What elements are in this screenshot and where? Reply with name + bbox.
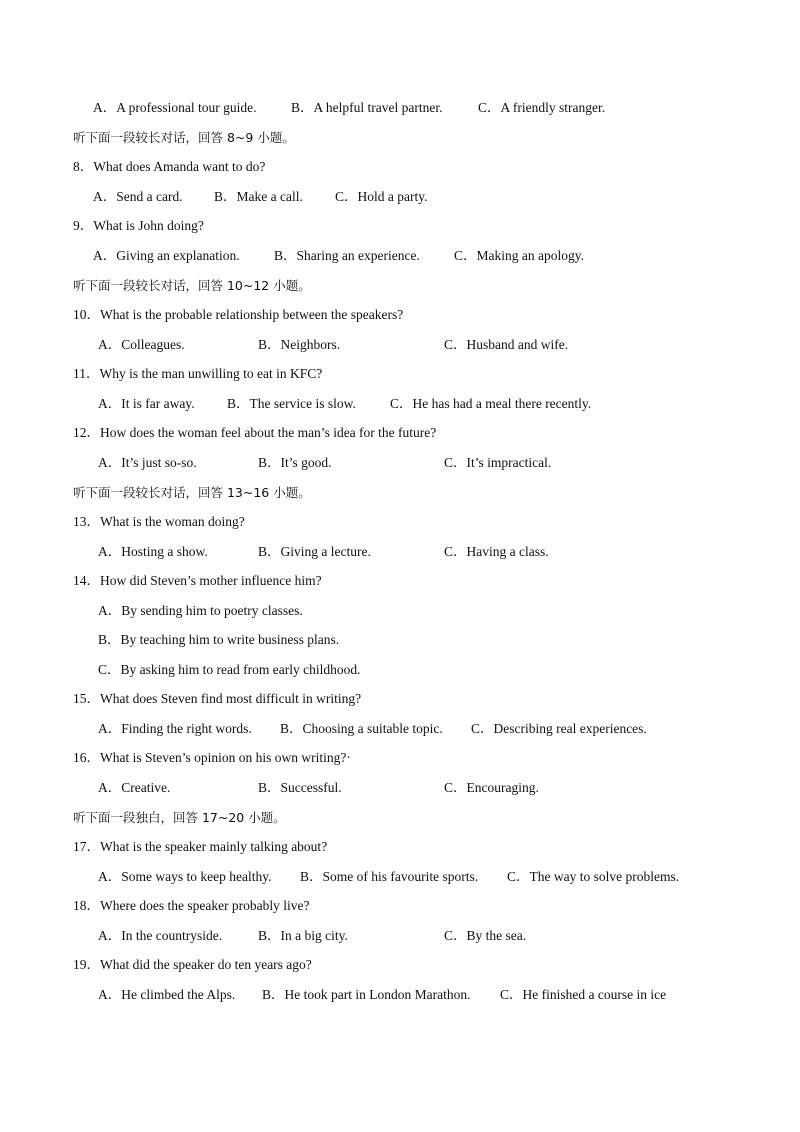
option-a: A．Giving an explanation. bbox=[93, 248, 240, 263]
option-a: A．Some ways to keep healthy. bbox=[98, 869, 272, 884]
option-b: B．It’s good. bbox=[258, 455, 332, 470]
section-instruction: 听下面一段较长对话，回答 8~9 小题。 bbox=[73, 130, 295, 145]
option-a: A．Hosting a show. bbox=[98, 544, 208, 559]
question-10: 10．What is the probable relationship between the speakers? bbox=[73, 307, 404, 322]
option-a: A．He climbed the Alps. bbox=[98, 987, 236, 1002]
question-17: 17．What is the speaker mainly talking about? bbox=[73, 839, 328, 854]
option-c: C．It’s impractical. bbox=[444, 455, 552, 470]
option-b: B．By teaching him to write business plans. bbox=[98, 632, 340, 647]
option-b: B．Sharing an experience. bbox=[274, 248, 420, 263]
option-a: A．By sending him to poetry classes. bbox=[98, 603, 303, 618]
option-c: C．Husband and wife. bbox=[444, 337, 569, 352]
question-15: 15．What does Steven find most difficult in writing? bbox=[73, 691, 362, 706]
option-b: B．Successful. bbox=[258, 780, 342, 795]
option-a: A．It’s just so-so. bbox=[98, 455, 197, 470]
option-b: B．Neighbors. bbox=[258, 337, 341, 352]
question-19: 19．What did the speaker do ten years ago? bbox=[73, 957, 312, 972]
question-16: 16．What is Steven’s opinion on his own writing?· bbox=[73, 750, 351, 765]
question-11: 11．Why is the man unwilling to eat in KFC? bbox=[73, 366, 323, 381]
option-c: C．Hold a party. bbox=[335, 189, 428, 204]
option-c: C．He has had a meal there recently. bbox=[390, 396, 592, 411]
question-8: 8．What does Amanda want to do? bbox=[73, 159, 266, 174]
question-13: 13．What is the woman doing? bbox=[73, 514, 245, 529]
section-instruction: 听下面一段较长对话，回答 10~12 小题。 bbox=[73, 278, 311, 293]
option-c: C．The way to solve problems. bbox=[507, 869, 680, 884]
option-a: A．In the countryside. bbox=[98, 928, 223, 943]
option-b: B．Giving a lecture. bbox=[258, 544, 371, 559]
option-a: A．Colleagues. bbox=[98, 337, 185, 352]
option-a: A．Finding the right words. bbox=[98, 721, 252, 736]
option-c: C．A friendly stranger. bbox=[478, 100, 606, 115]
option-b: B．He took part in London Marathon. bbox=[262, 987, 471, 1002]
option-b: B．Make a call. bbox=[214, 189, 303, 204]
option-c: C．Describing real experiences. bbox=[471, 721, 647, 736]
section-instruction: 听下面一段独白，回答 17~20 小题。 bbox=[73, 810, 286, 825]
option-c: C．Having a class. bbox=[444, 544, 549, 559]
question-9: 9．What is John doing? bbox=[73, 218, 204, 233]
option-b: B．In a big city. bbox=[258, 928, 348, 943]
question-18: 18．Where does the speaker probably live? bbox=[73, 898, 310, 913]
option-c: C．Making an apology. bbox=[454, 248, 584, 263]
option-c: C．By the sea. bbox=[444, 928, 527, 943]
option-a: A．A professional tour guide. bbox=[93, 100, 257, 115]
option-a: A．Send a card. bbox=[93, 189, 183, 204]
option-c: C．By asking him to read from early childhood. bbox=[98, 662, 361, 677]
section-instruction: 听下面一段较长对话，回答 13~16 小题。 bbox=[73, 485, 311, 500]
option-b: B．A helpful travel partner. bbox=[291, 100, 443, 115]
question-12: 12．How does the woman feel about the man’s idea for the future? bbox=[73, 425, 437, 440]
option-a: A．It is far away. bbox=[98, 396, 195, 411]
option-c: C．He finished a course in ice bbox=[500, 987, 667, 1002]
option-a: A．Creative. bbox=[98, 780, 171, 795]
option-b: B．Choosing a suitable topic. bbox=[280, 721, 443, 736]
option-c: C．Encouraging. bbox=[444, 780, 539, 795]
question-14: 14．How did Steven’s mother influence him? bbox=[73, 573, 322, 588]
option-b: B．Some of his favourite sports. bbox=[300, 869, 479, 884]
option-b: B．The service is slow. bbox=[227, 396, 356, 411]
